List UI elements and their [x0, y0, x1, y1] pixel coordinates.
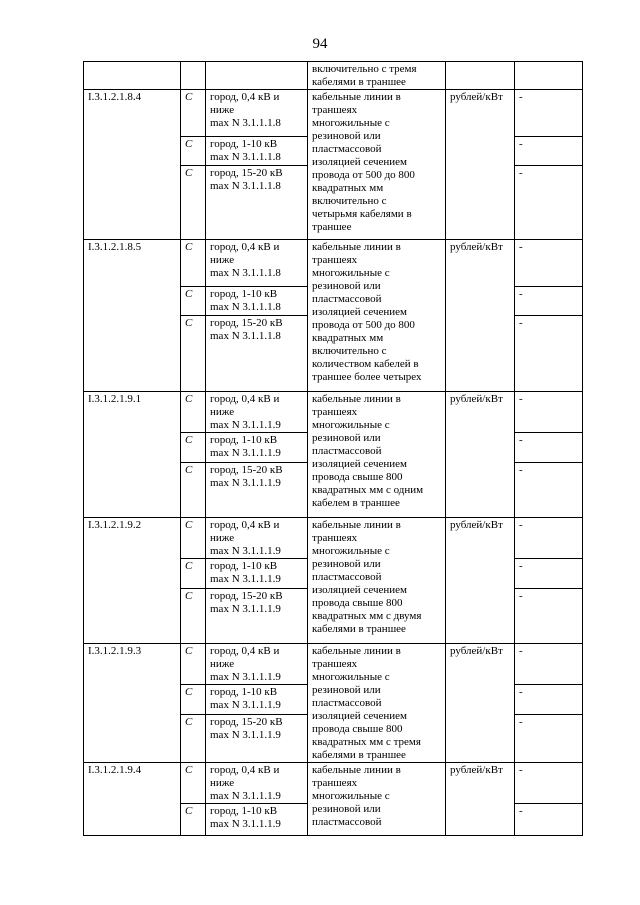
description-line: многожильные с: [312, 671, 390, 683]
table-row: [84, 518, 583, 559]
voltage-cell: [206, 518, 308, 559]
description-line: провода свыше 800: [312, 597, 403, 609]
voltage-cell: [206, 463, 308, 518]
value-cell: -: [515, 804, 583, 836]
voltage-cell: [206, 316, 308, 392]
value-cell: -: [515, 287, 583, 316]
description-line: траншее: [312, 221, 352, 233]
voltage-cell: [206, 287, 308, 316]
description-line: многожильные с: [312, 545, 390, 557]
category-cell: С: [181, 589, 206, 644]
description-line: квадратных мм с двумя: [312, 610, 422, 622]
value-cell: -: [515, 166, 583, 240]
description-line: резиновой или: [312, 558, 381, 570]
unit-cell: рублей/кВт: [446, 518, 515, 644]
voltage-line: город, 1-10 кВ: [210, 805, 278, 817]
voltage-line: max N 3.1.1.1.9: [210, 573, 281, 585]
description-line: многожильные с: [312, 267, 390, 279]
category-cell: С: [181, 316, 206, 392]
category-cell: С: [181, 685, 206, 715]
voltage-line: город, 1-10 кВ: [210, 686, 278, 698]
voltage-line: max N 3.1.1.1.9: [210, 603, 281, 615]
code-cell: I.3.1.2.1.8.5: [84, 240, 181, 392]
category-cell: С: [181, 644, 206, 685]
voltage-line: ниже: [210, 406, 235, 418]
description-line: включительно с: [312, 195, 387, 207]
value-cell: -: [515, 763, 583, 804]
description-line: изоляцией сечением: [312, 306, 408, 318]
table-row: [84, 90, 583, 137]
description-line: квадратных мм с одним: [312, 484, 424, 496]
tariff-table: [83, 61, 583, 836]
description-line: изоляцией сечением: [312, 584, 408, 596]
description-line: квадратных мм с тремя: [312, 736, 421, 748]
voltage-line: max N 3.1.1.1.9: [210, 790, 281, 802]
voltage-line: max N 3.1.1.1.9: [210, 545, 281, 557]
voltage-line: ниже: [210, 658, 235, 670]
table-row: [84, 392, 583, 433]
description-cell: [308, 763, 446, 836]
description-line: пластмассовой: [312, 571, 382, 583]
voltage-line: ниже: [210, 254, 235, 266]
description-line: многожильные с: [312, 419, 390, 431]
unit-cell: рублей/кВт: [446, 763, 515, 836]
description-line: кабельные линии в: [312, 393, 401, 405]
voltage-line: город, 15-20 кВ: [210, 464, 283, 476]
description-line: квадратных мм: [312, 332, 384, 344]
value-cell: -: [515, 589, 583, 644]
description-line: квадратных мм: [312, 182, 384, 194]
table-row: [84, 644, 583, 685]
voltage-line: max N 3.1.1.1.9: [210, 818, 281, 830]
category-cell: С: [181, 166, 206, 240]
category-cell: С: [181, 287, 206, 316]
voltage-line: max N 3.1.1.1.9: [210, 729, 281, 741]
value-cell: -: [515, 518, 583, 559]
code-cell: I.3.1.2.1.9.1: [84, 392, 181, 518]
description-line: резиновой или: [312, 280, 381, 292]
voltage-cell: [206, 433, 308, 463]
category-cell: С: [181, 518, 206, 559]
voltage-line: город, 15-20 кВ: [210, 317, 283, 329]
table-row: [84, 240, 583, 287]
voltage-cell: [206, 644, 308, 685]
cat-cell-empty: [181, 62, 206, 90]
description-line: траншеях: [312, 777, 358, 789]
description-line: включительно с: [312, 345, 387, 357]
code-cell: I.3.1.2.1.9.2: [84, 518, 181, 644]
voltage-line: город, 15-20 кВ: [210, 590, 283, 602]
description-line: изоляцией сечением: [312, 156, 408, 168]
voltage-cell: [206, 137, 308, 166]
voltage-line: город, 1-10 кВ: [210, 288, 278, 300]
voltage-cell: [206, 715, 308, 763]
voltage-cell: [206, 240, 308, 287]
voltage-line: ниже: [210, 104, 235, 116]
description-line: кабельные линии в: [312, 519, 401, 531]
value-cell: -: [515, 463, 583, 518]
value-cell: -: [515, 137, 583, 166]
unit-cell: рублей/кВт: [446, 644, 515, 763]
voltage-cell: [206, 685, 308, 715]
description-line: провода свыше 800: [312, 723, 403, 735]
description-cell: [308, 644, 446, 763]
category-cell: С: [181, 804, 206, 836]
value-cell: -: [515, 559, 583, 589]
description-line: резиновой или: [312, 432, 381, 444]
value-cell: -: [515, 392, 583, 433]
voltage-cell: [206, 90, 308, 137]
description-line: включительно с тремя: [312, 63, 417, 75]
category-cell: С: [181, 559, 206, 589]
description-line: четырьмя кабелями в: [312, 208, 412, 220]
value-cell: -: [515, 715, 583, 763]
voltage-cell: [206, 166, 308, 240]
table-row: [84, 763, 583, 804]
voltage-line: город, 0,4 кВ и: [210, 764, 280, 776]
value-cell: -: [515, 90, 583, 137]
voltage-cell: [206, 589, 308, 644]
description-cell: [308, 90, 446, 240]
code-cell: I.3.1.2.1.9.3: [84, 644, 181, 763]
voltage-line: ниже: [210, 532, 235, 544]
voltage-cell: [206, 804, 308, 836]
voltage-line: max N 3.1.1.1.9: [210, 477, 281, 489]
description-line: пластмассовой: [312, 143, 382, 155]
voltage-line: max N 3.1.1.1.8: [210, 267, 281, 279]
tariff-table-body: [84, 62, 583, 836]
value-cell-empty: [515, 62, 583, 90]
description-line: резиновой или: [312, 684, 381, 696]
description-line: резиновой или: [312, 130, 381, 142]
voltage-line: город, 0,4 кВ и: [210, 393, 280, 405]
category-cell: С: [181, 715, 206, 763]
voltage-cell: [206, 763, 308, 804]
description-line: кабельные линии в: [312, 645, 401, 657]
voltage-line: город, 1-10 кВ: [210, 138, 278, 150]
description-line: провода от 500 до 800: [312, 169, 415, 181]
description-line: изоляцией сечением: [312, 710, 408, 722]
voltage-line: max N 3.1.1.1.9: [210, 419, 281, 431]
description-line: изоляцией сечением: [312, 458, 408, 470]
category-cell: С: [181, 463, 206, 518]
unit-cell: рублей/кВт: [446, 90, 515, 240]
voltage-cell: [206, 392, 308, 433]
description-line: кабелями в траншее: [312, 76, 406, 88]
voltage-line: город, 0,4 кВ и: [210, 91, 280, 103]
code-cell: I.3.1.2.1.8.4: [84, 90, 181, 240]
voltage-line: max N 3.1.1.1.9: [210, 671, 281, 683]
category-cell: С: [181, 137, 206, 166]
category-cell: С: [181, 433, 206, 463]
description-line: траншеях: [312, 406, 358, 418]
description-line: кабелем в траншее: [312, 497, 400, 509]
description-cell: [308, 240, 446, 392]
voltage-line: max N 3.1.1.1.8: [210, 330, 281, 342]
voltage-line: ниже: [210, 777, 235, 789]
value-cell: -: [515, 240, 583, 287]
description-line: пластмассовой: [312, 445, 382, 457]
category-cell: С: [181, 90, 206, 137]
description-line: пластмассовой: [312, 293, 382, 305]
voltage-line: max N 3.1.1.1.8: [210, 301, 281, 313]
value-cell: -: [515, 316, 583, 392]
description-line: пластмассовой: [312, 697, 382, 709]
description-line: траншеях: [312, 532, 358, 544]
description-line: провода свыше 800: [312, 471, 403, 483]
description-line: кабельные линии в: [312, 241, 401, 253]
unit-cell: рублей/кВт: [446, 240, 515, 392]
description-line: кабелями в траншее: [312, 623, 406, 635]
unit-cell: рублей/кВт: [446, 392, 515, 518]
description-line: траншеях: [312, 254, 358, 266]
voltage-line: город, 0,4 кВ и: [210, 519, 280, 531]
description-line: многожильные с: [312, 790, 390, 802]
continuation-row: [84, 62, 583, 90]
voltage-cell-empty: [206, 62, 308, 90]
voltage-line: max N 3.1.1.1.8: [210, 117, 281, 129]
value-cell: -: [515, 433, 583, 463]
voltage-cell: [206, 559, 308, 589]
voltage-line: max N 3.1.1.1.8: [210, 151, 281, 163]
code-cell-empty: [84, 62, 181, 90]
voltage-line: город, 1-10 кВ: [210, 560, 278, 572]
page-number: 94: [312, 36, 328, 52]
description-line: траншеях: [312, 658, 358, 670]
description-line: многожильные с: [312, 117, 390, 129]
description-line: пластмассовой: [312, 816, 382, 828]
description-cell: [308, 392, 446, 518]
voltage-line: город, 15-20 кВ: [210, 167, 283, 179]
description-cell: [308, 62, 446, 90]
voltage-line: город, 15-20 кВ: [210, 716, 283, 728]
description-line: кабелями в траншее: [312, 749, 406, 761]
description-line: кабельные линии в: [312, 91, 401, 103]
category-cell: С: [181, 392, 206, 433]
description-line: провода от 500 до 800: [312, 319, 415, 331]
description-line: количеством кабелей в: [312, 358, 419, 370]
description-line: кабельные линии в: [312, 764, 401, 776]
category-cell: С: [181, 240, 206, 287]
code-cell: I.3.1.2.1.9.4: [84, 763, 181, 836]
value-cell: -: [515, 644, 583, 685]
category-cell: С: [181, 763, 206, 804]
voltage-line: город, 1-10 кВ: [210, 434, 278, 446]
voltage-line: город, 0,4 кВ и: [210, 645, 280, 657]
description-line: траншеях: [312, 104, 358, 116]
voltage-line: max N 3.1.1.1.9: [210, 699, 281, 711]
voltage-line: max N 3.1.1.1.8: [210, 180, 281, 192]
voltage-line: max N 3.1.1.1.9: [210, 447, 281, 459]
description-line: траншее более четырех: [312, 371, 422, 383]
description-cell: [308, 518, 446, 644]
description-line: резиновой или: [312, 803, 381, 815]
value-cell: -: [515, 685, 583, 715]
voltage-line: город, 0,4 кВ и: [210, 241, 280, 253]
unit-cell-empty: [446, 62, 515, 90]
